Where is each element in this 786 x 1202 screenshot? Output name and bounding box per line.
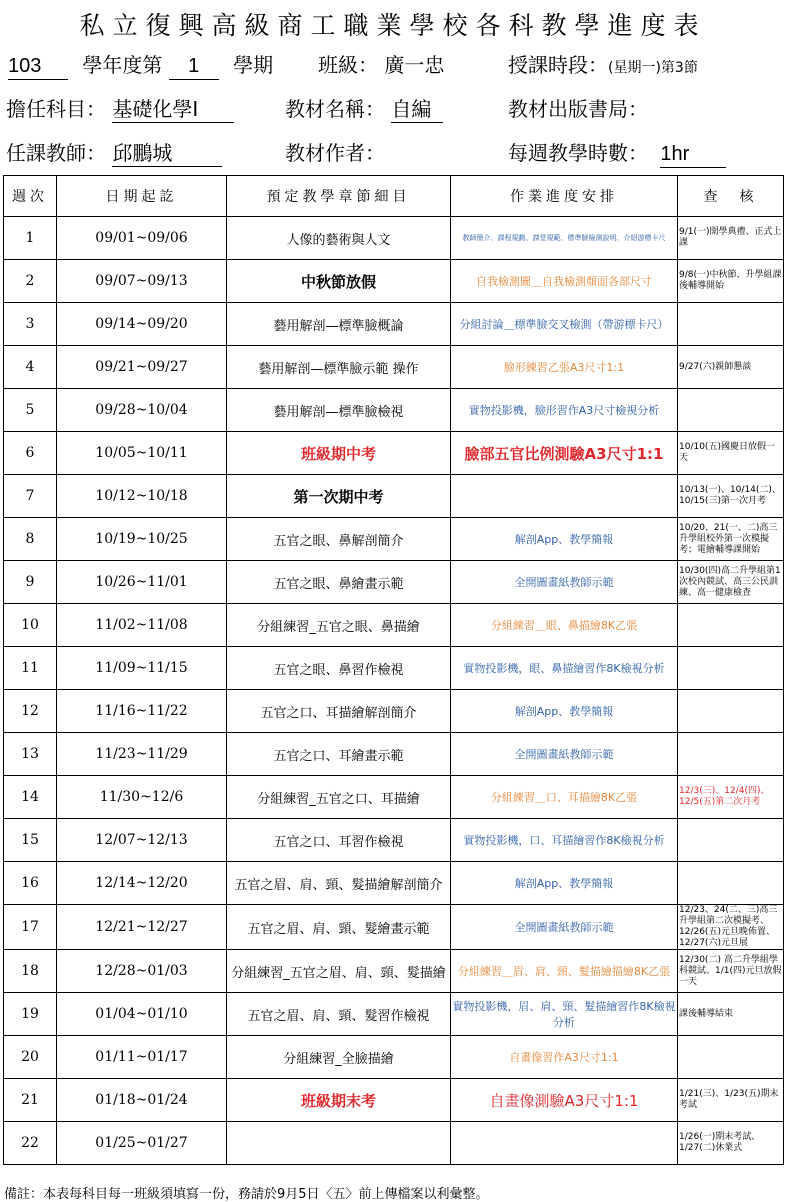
week-cell: 19	[4, 993, 57, 1036]
date-cell: 12/07~12/13	[57, 819, 227, 862]
term-number: 1	[169, 53, 219, 80]
publisher-field	[508, 96, 648, 122]
chapter-cell: 藝用解剖—標準臉示範 操作	[227, 346, 451, 389]
check-cell: 1/21(三)、1/23(五)期末考試	[678, 1079, 784, 1122]
date-cell: 01/25~01/27	[57, 1122, 227, 1165]
check-cell	[678, 303, 784, 346]
col-date: 日期起訖	[57, 176, 227, 217]
chapter-cell: 藝用解剖—標準臉檢視	[227, 389, 451, 432]
week-cell: 4	[4, 346, 57, 389]
week-cell: 20	[4, 1036, 57, 1079]
week-cell: 3	[4, 303, 57, 346]
check-cell	[678, 819, 784, 862]
period-value: (星期一)第3節	[608, 60, 698, 76]
table-row	[4, 260, 784, 303]
teacher-label: 任課教師：	[6, 141, 106, 165]
week-cell: 22	[4, 1122, 57, 1165]
date-cell: 12/21~12/27	[57, 905, 227, 950]
material-label: 教材名稱：	[285, 97, 385, 121]
chapter-cell: 五官之眉、肩、頸、髮描繪解剖簡介	[227, 862, 451, 905]
date-cell: 11/16~11/22	[57, 690, 227, 733]
term-label: 學期	[233, 53, 274, 77]
table-row	[4, 905, 784, 950]
hours-value: 1hr	[660, 141, 726, 168]
date-cell: 12/14~12/20	[57, 862, 227, 905]
check-cell	[678, 1036, 784, 1079]
homework-cell: 自畫像習作A3尺寸1:1	[451, 1036, 678, 1079]
homework-cell: 實物投影機，臉形習作A3尺寸檢視分析	[451, 389, 678, 432]
chapter-cell: 五官之口、耳繪畫示範	[227, 733, 451, 776]
week-cell: 17	[4, 905, 57, 950]
table-row	[4, 733, 784, 776]
chapter-cell: 藝用解剖—標準臉概論	[227, 303, 451, 346]
date-cell: 10/05~10/11	[57, 432, 227, 475]
date-cell: 11/09~11/15	[57, 647, 227, 690]
table-row	[4, 950, 784, 993]
teacher-field	[6, 140, 222, 167]
check-cell	[678, 733, 784, 776]
date-cell: 09/14~09/20	[57, 303, 227, 346]
date-cell: 10/19~10/25	[57, 518, 227, 561]
material-value: 自編	[391, 96, 443, 123]
week-cell: 7	[4, 475, 57, 518]
table-header-row	[4, 176, 784, 217]
homework-cell: 全開圖畫紙教師示範	[451, 905, 678, 950]
date-cell: 10/26~11/01	[57, 561, 227, 604]
table-row	[4, 862, 784, 905]
period-label: 授課時段：	[508, 53, 608, 77]
table-row	[4, 518, 784, 561]
chapter-cell: 五官之眉、肩、頸、髮習作檢視	[227, 993, 451, 1036]
chapter-cell: 五官之眼、鼻習作檢視	[227, 647, 451, 690]
check-cell: 10/20、21(一、二)高三升學組校外第一次模擬考；電繪輔導課開始	[678, 518, 784, 561]
table-row	[4, 604, 784, 647]
table-row	[4, 776, 784, 819]
week-cell: 14	[4, 776, 57, 819]
date-cell: 01/18~01/24	[57, 1079, 227, 1122]
author-label: 教材作者：	[285, 141, 385, 165]
chapter-cell: 分組練習_五官之眉、肩、頸、髮描繪	[227, 950, 451, 993]
chapter-cell: 分組練習_五官之眼、鼻描繪	[227, 604, 451, 647]
date-cell: 11/30~12/6	[57, 776, 227, 819]
date-cell: 09/01~09/06	[57, 217, 227, 260]
hours-label: 每週教學時數：	[508, 141, 648, 165]
homework-cell: 實物投影機，眉、肩、頸、髮描繪習作8K檢視分析	[451, 993, 678, 1036]
date-cell: 01/11~01/17	[57, 1036, 227, 1079]
homework-cell	[451, 475, 678, 518]
check-cell: 12/30(二) 高二升學組學科競試、1/1(四)元旦放假一天	[678, 950, 784, 993]
check-cell: 1/26(一)期末考試、1/27(二)休業式	[678, 1122, 784, 1165]
header-line-1	[8, 52, 273, 80]
homework-cell: 解剖App、教學簡報	[451, 690, 678, 733]
table-row	[4, 303, 784, 346]
table-row	[4, 217, 784, 260]
homework-cell: 全開圖畫紙教師示範	[451, 733, 678, 776]
col-homework: 作業進度安排	[451, 176, 678, 217]
homework-cell: 實物投影機，眼、鼻描繪習作8K檢視分析	[451, 647, 678, 690]
check-cell: 9/27(六)親師懇談	[678, 346, 784, 389]
table-row	[4, 993, 784, 1036]
check-cell	[678, 690, 784, 733]
col-chapter: 預定教學章節細目	[227, 176, 451, 217]
year-label: 學年度第	[82, 53, 163, 77]
check-cell: 10/10(五)國慶日放假一天	[678, 432, 784, 475]
homework-cell: 自我檢測圖＿自我檢測顏面各部尺寸	[451, 260, 678, 303]
chapter-cell: 分組練習_全臉描繪	[227, 1036, 451, 1079]
homework-cell: 解剖App、教學簡報	[451, 518, 678, 561]
check-cell: 9/8(一)中秋節、升學組課後輔導開始	[678, 260, 784, 303]
date-cell: 01/04~01/10	[57, 993, 227, 1036]
author-field	[285, 140, 385, 166]
hours-field	[508, 140, 726, 168]
table-row	[4, 1122, 784, 1165]
week-cell: 21	[4, 1079, 57, 1122]
check-cell	[678, 604, 784, 647]
homework-cell: 解剖App、教學簡報	[451, 862, 678, 905]
chapter-cell: 五官之眼、鼻解剖簡介	[227, 518, 451, 561]
check-cell: 10/13(一)、10/14(二)、10/15(三)第一次月考	[678, 475, 784, 518]
table-row	[4, 475, 784, 518]
chapter-cell: 五官之口、耳習作檢視	[227, 819, 451, 862]
chapter-cell: 分組練習_五官之口、耳描繪	[227, 776, 451, 819]
check-cell: 9/1(一)開學典禮、正式上課	[678, 217, 784, 260]
check-cell	[678, 647, 784, 690]
school-year: 103	[8, 53, 68, 80]
week-cell: 13	[4, 733, 57, 776]
week-cell: 16	[4, 862, 57, 905]
homework-cell: 分組練習＿眉、肩、頸、髮描繪描繪8K乙張	[451, 950, 678, 993]
week-cell: 11	[4, 647, 57, 690]
date-cell: 12/28~01/03	[57, 950, 227, 993]
table-row	[4, 1036, 784, 1079]
chapter-cell: 五官之眉、肩、頸、髮繪畫示範	[227, 905, 451, 950]
chapter-cell: 第一次期中考	[227, 475, 451, 518]
date-cell: 11/02~11/08	[57, 604, 227, 647]
homework-cell: 臉形練習乙張A3尺寸1:1	[451, 346, 678, 389]
period-field	[508, 52, 698, 81]
homework-cell: 分組練習＿口、耳描繪8K乙張	[451, 776, 678, 819]
table-row	[4, 690, 784, 733]
chapter-cell: 班級期末考	[227, 1079, 451, 1122]
week-cell: 5	[4, 389, 57, 432]
subject-value: 基礎化學Ⅰ	[112, 96, 234, 123]
check-cell: 課後輔導結束	[678, 993, 784, 1036]
check-cell: 12/3(三)、12/4(四)、12/5(五)第二次月考	[678, 776, 784, 819]
col-check: 查 核	[678, 176, 784, 217]
col-week: 週次	[4, 176, 57, 217]
week-cell: 8	[4, 518, 57, 561]
chapter-cell: 人像的藝術與人文	[227, 217, 451, 260]
week-cell: 18	[4, 950, 57, 993]
material-field	[285, 96, 443, 123]
check-cell	[678, 389, 784, 432]
week-cell: 1	[4, 217, 57, 260]
check-cell: 10/30(四)高二升學組第1次校內競試、高三公民訓練、高一健康檢查	[678, 561, 784, 604]
check-cell: 12/23、24(二、三)高三升學組第二次模擬考、12/26(五)元旦晚佈置、12/27(六)元旦展	[678, 905, 784, 950]
date-cell: 09/28~10/04	[57, 389, 227, 432]
chapter-cell: 班級期中考	[227, 432, 451, 475]
teacher-value: 邱鵬城	[112, 140, 222, 167]
table-row	[4, 819, 784, 862]
chapter-cell: 五官之口、耳描繪解剖簡介	[227, 690, 451, 733]
homework-cell: 自畫像測驗A3尺寸1:1	[451, 1079, 678, 1122]
week-cell: 9	[4, 561, 57, 604]
date-cell: 11/23~11/29	[57, 733, 227, 776]
homework-cell: 教師簡介、課程規劃、課堂規範、標準臉檢測說明、介紹游標卡尺	[451, 217, 678, 260]
week-cell: 10	[4, 604, 57, 647]
week-cell: 2	[4, 260, 57, 303]
class-field	[318, 52, 444, 78]
page-title: 私立復興高級商工職業學校各科教學進度表	[79, 11, 707, 40]
week-cell: 12	[4, 690, 57, 733]
check-cell	[678, 862, 784, 905]
table-row	[4, 1079, 784, 1122]
date-cell: 10/12~10/18	[57, 475, 227, 518]
schedule-table	[3, 175, 784, 1165]
chapter-cell: 中秋節放假	[227, 260, 451, 303]
homework-cell: 臉部五官比例測驗A3尺寸1:1	[451, 432, 678, 475]
footnote: 備註：本表每科目每一班級須填寫一份，務請於9月5日〈五〉前上傳檔案以利彙整。	[4, 1187, 489, 1202]
homework-cell: 實物投影機，口、耳描繪習作8K檢視分析	[451, 819, 678, 862]
publisher-label: 教材出版書局：	[508, 97, 648, 121]
subject-label: 擔任科目：	[6, 97, 106, 121]
week-cell: 15	[4, 819, 57, 862]
chapter-cell	[227, 1122, 451, 1165]
homework-cell: 全開圖畫紙教師示範	[451, 561, 678, 604]
chapter-cell: 五官之眼、鼻繪畫示範	[227, 561, 451, 604]
week-cell: 6	[4, 432, 57, 475]
homework-cell	[451, 1122, 678, 1165]
table-row	[4, 389, 784, 432]
table-row	[4, 561, 784, 604]
table-row	[4, 647, 784, 690]
class-value: 廣一忠	[384, 53, 445, 77]
date-cell: 09/21~09/27	[57, 346, 227, 389]
date-cell: 09/07~09/13	[57, 260, 227, 303]
subject-field	[6, 96, 234, 123]
homework-cell: 分組練習＿眼、鼻描繪8K乙張	[451, 604, 678, 647]
class-label: 班級：	[318, 53, 378, 77]
table-row	[4, 346, 784, 389]
table-row	[4, 432, 784, 475]
homework-cell: 分組討論＿標準臉交叉檢測（帶游標卡尺）	[451, 303, 678, 346]
